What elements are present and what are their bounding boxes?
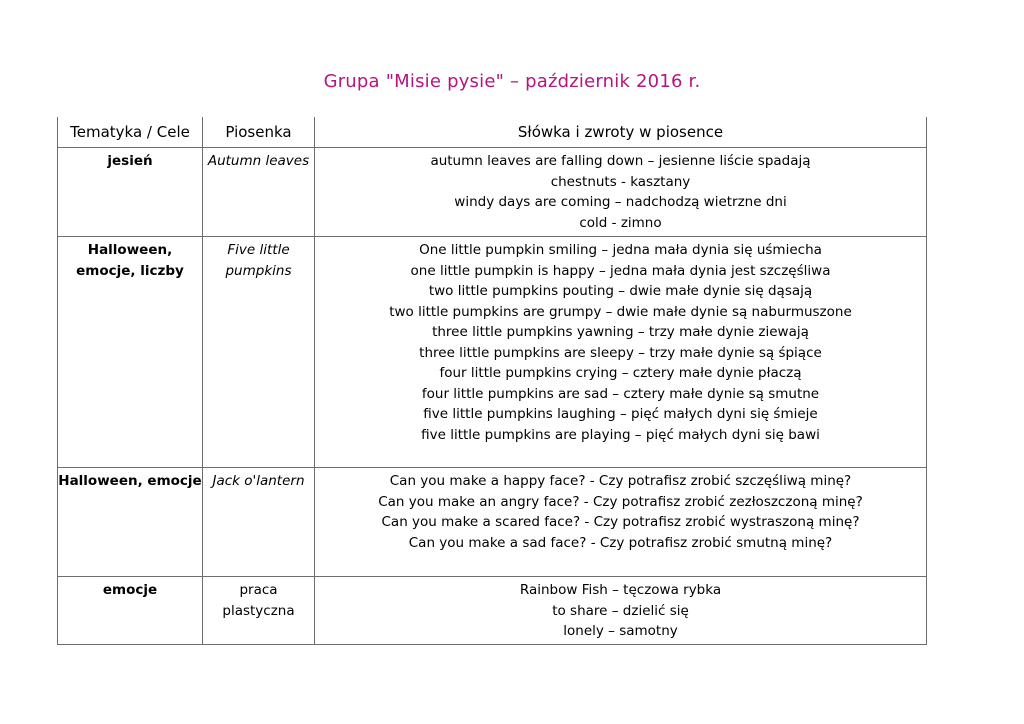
song-cell: Five little pumpkins — [203, 237, 315, 468]
vocab-line: Can you make an angry face? - Czy potrafisz zrobić zezłoszczoną minę? — [378, 493, 863, 510]
vocab-line: Rainbow Fish – tęczowa rybka — [519, 582, 722, 598]
vocab-line: lonely – samotny — [563, 623, 678, 639]
vocab-line: two little pumpkins pouting – dwie małe dynie się dąsają — [428, 283, 813, 299]
vocab-line: to share – dzielić się — [552, 602, 689, 619]
table-row — [58, 148, 927, 237]
vocab-line: five little pumpkins are playing – pięć małych dyni się bawi — [421, 426, 820, 443]
header-vocabulary: Słówka i zwroty w piosence — [315, 117, 927, 148]
vocab-line: cold - zimno — [579, 214, 662, 231]
topic-cell: Halloween, emocje — [58, 468, 203, 577]
vocab-line: three little pumpkins are sleepy – trzy małe dynie są śpiące — [419, 344, 822, 361]
vocab-line: one little pumpkin is happy – jedna mała dynia jest szczęśliwa — [410, 262, 831, 279]
vocab-line: autumn leaves are falling down – jesienne liście spadają — [430, 153, 811, 169]
vocab-line: four little pumpkins are sad – cztery małe dynie są smutne — [421, 385, 820, 402]
song-cell: Jack o'lantern — [203, 468, 315, 577]
table-header-row — [58, 117, 927, 148]
vocab-cell — [315, 237, 927, 468]
header-topic: Tematyka / Cele — [58, 117, 203, 148]
song-cell: Autumn leaves — [203, 148, 315, 237]
lesson-plan-table — [57, 117, 927, 645]
vocab-cell — [315, 148, 927, 237]
header-song: Piosenka — [203, 117, 315, 148]
vocab-line: four little pumpkins crying – cztery małe dynie płaczą — [439, 365, 802, 381]
topic-cell: jesień — [58, 148, 203, 237]
vocab-line: One little pumpkin smiling – jedna mała dynia się uśmiecha — [419, 242, 822, 258]
table-row — [58, 237, 927, 468]
table-row — [58, 577, 927, 645]
vocab-line: Can you make a sad face? - Czy potrafisz zrobić smutną minę? — [408, 534, 833, 551]
vocab-line: chestnuts - kasztany — [550, 173, 691, 190]
topic-cell: emocje — [58, 577, 203, 645]
page-title: Grupa "Misie pysie" – październik 2016 r. — [323, 71, 701, 92]
vocab-line: windy days are coming – nadchodzą wietrzne dni — [454, 194, 787, 210]
topic-cell: Halloween, emocje, liczby — [58, 237, 203, 468]
vocab-line: two little pumpkins are grumpy – dwie małe dynie są naburmuszone — [389, 303, 852, 320]
vocab-cell — [315, 577, 927, 645]
vocab-line: Can you make a scared face? - Czy potrafisz zrobić wystraszoną minę? — [381, 514, 860, 530]
vocab-line: three little pumpkins yawning – trzy małe dynie ziewają — [432, 324, 809, 340]
vocab-cell — [315, 468, 927, 577]
vocab-line: Can you make a happy face? - Czy potrafisz zrobić szczęśliwą minę? — [389, 473, 852, 489]
song-cell: praca plastyczna — [203, 577, 315, 645]
vocab-line: five little pumpkins laughing – pięć małych dyni się śmieje — [423, 406, 818, 422]
table-row — [58, 468, 927, 577]
